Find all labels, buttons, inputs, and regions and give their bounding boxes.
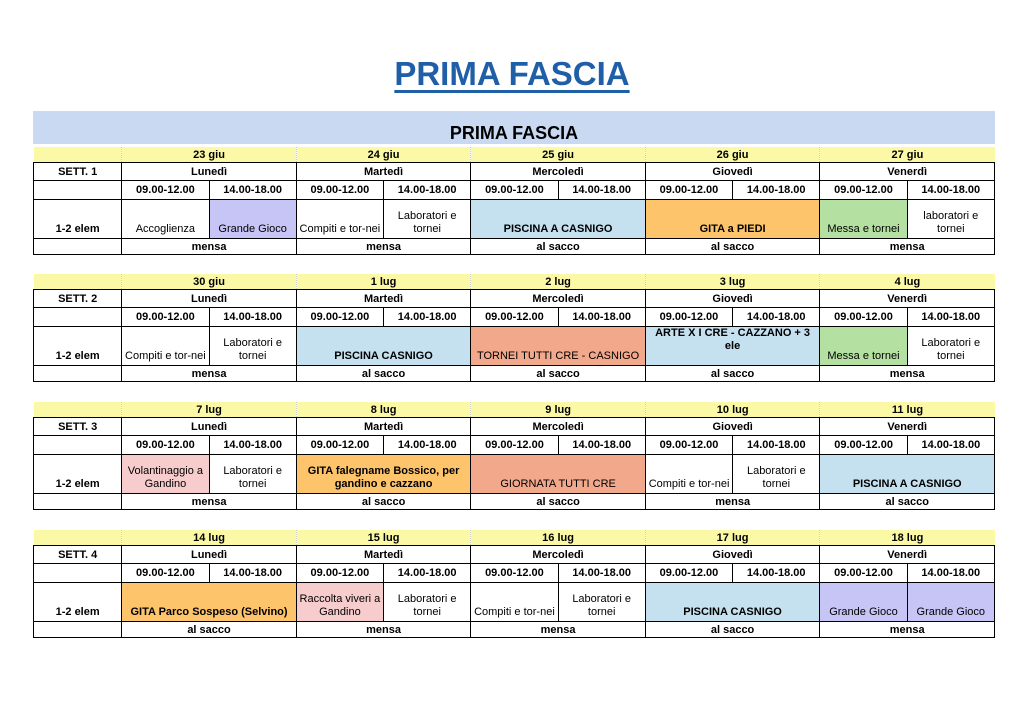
date-cell: 17 lug	[645, 530, 820, 546]
date-cell: 14 lug	[122, 530, 297, 546]
page-title: PRIMA FASCIA	[394, 55, 630, 92]
activity-cell: Raccolta viveri a Gandino	[296, 583, 383, 622]
time-pm: 14.00-18.00	[907, 308, 994, 327]
activity-cell: Compiti e tor-nei	[296, 200, 383, 239]
activity-cell: Grande Gioco	[209, 200, 296, 239]
meal-cell: al sacco	[296, 494, 471, 510]
activity-cell: TORNEI TUTTI CRE - CASNIGO	[471, 327, 646, 366]
day-name: Giovedì	[645, 290, 820, 308]
day-name: Giovedì	[645, 546, 820, 564]
meal-corner	[34, 622, 122, 638]
week-table	[33, 147, 995, 255]
day-name: Giovedì	[645, 418, 820, 436]
time-am: 09.00-12.00	[820, 308, 907, 327]
activity-cell: Compiti e tor-nei	[471, 583, 558, 622]
time-am: 09.00-12.00	[645, 181, 732, 200]
time-am: 09.00-12.00	[820, 564, 907, 583]
date-cell: 15 lug	[296, 530, 471, 546]
time-pm: 14.00-18.00	[558, 181, 645, 200]
meal-cell: al sacco	[645, 366, 820, 382]
date-cell: 30 giu	[122, 274, 297, 290]
meal-cell: al sacco	[645, 239, 820, 255]
day-name: Venerdì	[820, 418, 995, 436]
day-name: Giovedì	[645, 163, 820, 181]
activity-cell: Laboratori e tornei	[558, 583, 645, 622]
meal-corner	[34, 366, 122, 382]
time-pm: 14.00-18.00	[907, 564, 994, 583]
activity-cell: Messa e tornei	[820, 327, 907, 366]
day-name: Martedì	[296, 290, 471, 308]
activity-cell: GITA falegname Bossico, per gandino e cazzano	[296, 455, 471, 494]
time-corner	[34, 308, 122, 327]
week-label: SETT. 1	[34, 163, 122, 181]
time-pm: 14.00-18.00	[907, 436, 994, 455]
meal-cell: al sacco	[820, 494, 995, 510]
date-cell: 26 giu	[645, 147, 820, 163]
meal-cell: al sacco	[471, 494, 646, 510]
time-am: 09.00-12.00	[296, 564, 383, 583]
day-name: Martedì	[296, 418, 471, 436]
day-name: Lunedì	[122, 546, 297, 564]
time-corner	[34, 181, 122, 200]
meal-cell: mensa	[820, 239, 995, 255]
activity-cell: Laboratori e tornei	[209, 327, 296, 366]
time-am: 09.00-12.00	[296, 308, 383, 327]
week-table	[33, 274, 995, 382]
time-pm: 14.00-18.00	[907, 181, 994, 200]
date-cell: 16 lug	[471, 530, 646, 546]
week-label: SETT. 3	[34, 418, 122, 436]
date-cell: 3 lug	[645, 274, 820, 290]
meal-cell: mensa	[471, 622, 646, 638]
meal-cell: mensa	[820, 622, 995, 638]
time-pm: 14.00-18.00	[209, 564, 296, 583]
date-cell: 25 giu	[471, 147, 646, 163]
date-cell: 4 lug	[820, 274, 995, 290]
meal-corner	[34, 239, 122, 255]
date-cell: 7 lug	[122, 402, 297, 418]
time-am: 09.00-12.00	[645, 436, 732, 455]
date-cell: 18 lug	[820, 530, 995, 546]
day-name: Mercoledì	[471, 546, 646, 564]
meal-cell: mensa	[296, 239, 471, 255]
activity-cell: Messa e tornei	[820, 200, 907, 239]
meal-cell: mensa	[122, 494, 297, 510]
time-am: 09.00-12.00	[122, 436, 209, 455]
activity-cell: GITA Parco Sospeso (Selvino)	[122, 583, 297, 622]
meal-cell: al sacco	[122, 622, 297, 638]
week-table	[33, 530, 995, 638]
date-cell: 1 lug	[296, 274, 471, 290]
time-am: 09.00-12.00	[471, 181, 558, 200]
day-name: Martedì	[296, 163, 471, 181]
day-name: Lunedì	[122, 290, 297, 308]
time-pm: 14.00-18.00	[384, 308, 471, 327]
date-cell: 23 giu	[122, 147, 297, 163]
date-cell: 2 lug	[471, 274, 646, 290]
activity-cell: PISCINA CASNIGO	[645, 583, 820, 622]
meal-cell: al sacco	[471, 239, 646, 255]
date-cell: 27 giu	[820, 147, 995, 163]
activity-cell: Compiti e tor-nei	[122, 327, 209, 366]
time-pm: 14.00-18.00	[384, 181, 471, 200]
day-name: Mercoledì	[471, 163, 646, 181]
week-table	[33, 402, 995, 510]
day-name: Martedì	[296, 546, 471, 564]
date-cell: 10 lug	[645, 402, 820, 418]
time-pm: 14.00-18.00	[558, 308, 645, 327]
time-am: 09.00-12.00	[820, 436, 907, 455]
time-am: 09.00-12.00	[122, 308, 209, 327]
meal-corner	[34, 494, 122, 510]
activity-cell: Accoglienza	[122, 200, 209, 239]
date-cell: 11 lug	[820, 402, 995, 418]
week-label: SETT. 2	[34, 290, 122, 308]
time-pm: 14.00-18.00	[209, 308, 296, 327]
time-am: 09.00-12.00	[820, 181, 907, 200]
group-label: 1-2 elem	[34, 455, 122, 494]
time-am: 09.00-12.00	[122, 181, 209, 200]
date-corner	[34, 147, 122, 163]
time-pm: 14.00-18.00	[733, 436, 820, 455]
time-pm: 14.00-18.00	[558, 564, 645, 583]
group-label: 1-2 elem	[34, 200, 122, 239]
time-corner	[34, 564, 122, 583]
banner-title: PRIMA FASCIA	[33, 111, 995, 144]
time-pm: 14.00-18.00	[209, 181, 296, 200]
meal-cell: mensa	[122, 239, 297, 255]
group-label: 1-2 elem	[34, 327, 122, 366]
date-corner	[34, 274, 122, 290]
activity-cell: Grande Gioco	[907, 583, 994, 622]
activity-cell: PISCINA A CASNIGO	[820, 455, 995, 494]
meal-cell: mensa	[645, 494, 820, 510]
time-am: 09.00-12.00	[296, 436, 383, 455]
time-am: 09.00-12.00	[471, 564, 558, 583]
meal-cell: al sacco	[645, 622, 820, 638]
time-am: 09.00-12.00	[296, 181, 383, 200]
day-name: Lunedì	[122, 163, 297, 181]
meal-cell: mensa	[820, 366, 995, 382]
activity-cell: Grande Gioco	[820, 583, 907, 622]
time-pm: 14.00-18.00	[384, 564, 471, 583]
time-am: 09.00-12.00	[645, 308, 732, 327]
activity-cell: Compiti e tor-nei	[645, 455, 732, 494]
time-pm: 14.00-18.00	[209, 436, 296, 455]
activity-cell: GIORNATA TUTTI CRE	[471, 455, 646, 494]
day-name: Venerdì	[820, 163, 995, 181]
time-am: 09.00-12.00	[645, 564, 732, 583]
meal-cell: al sacco	[296, 366, 471, 382]
activity-cell: Laboratori e tornei	[209, 455, 296, 494]
date-cell: 24 giu	[296, 147, 471, 163]
activity-cell: PISCINA CASNIGO	[296, 327, 471, 366]
meal-cell: mensa	[122, 366, 297, 382]
activity-cell: Laboratori e tornei	[733, 455, 820, 494]
date-cell: 9 lug	[471, 402, 646, 418]
day-name: Venerdì	[820, 546, 995, 564]
day-name: Venerdì	[820, 290, 995, 308]
day-name: Mercoledì	[471, 418, 646, 436]
time-corner	[34, 436, 122, 455]
group-label: 1-2 elem	[34, 583, 122, 622]
time-am: 09.00-12.00	[122, 564, 209, 583]
activity-cell: laboratori e tornei	[907, 200, 994, 239]
activity-cell: PISCINA A CASNIGO	[471, 200, 646, 239]
activity-cell: ARTE X I CRE - CAZZANO + 3 ele	[645, 327, 820, 366]
time-pm: 14.00-18.00	[733, 308, 820, 327]
day-name: Lunedì	[122, 418, 297, 436]
date-corner	[34, 402, 122, 418]
time-pm: 14.00-18.00	[384, 436, 471, 455]
time-pm: 14.00-18.00	[558, 436, 645, 455]
time-pm: 14.00-18.00	[733, 564, 820, 583]
week-label: SETT. 4	[34, 546, 122, 564]
time-am: 09.00-12.00	[471, 308, 558, 327]
activity-cell: Laboratori e tornei	[907, 327, 994, 366]
date-corner	[34, 530, 122, 546]
meal-cell: mensa	[296, 622, 471, 638]
activity-cell: Laboratori e tornei	[384, 583, 471, 622]
activity-cell: Laboratori e tornei	[384, 200, 471, 239]
time-am: 09.00-12.00	[471, 436, 558, 455]
activity-cell: Volantinaggio a Gandino	[122, 455, 209, 494]
activity-cell: GITA a PIEDI	[645, 200, 820, 239]
time-pm: 14.00-18.00	[733, 181, 820, 200]
day-name: Mercoledì	[471, 290, 646, 308]
date-cell: 8 lug	[296, 402, 471, 418]
meal-cell: al sacco	[471, 366, 646, 382]
